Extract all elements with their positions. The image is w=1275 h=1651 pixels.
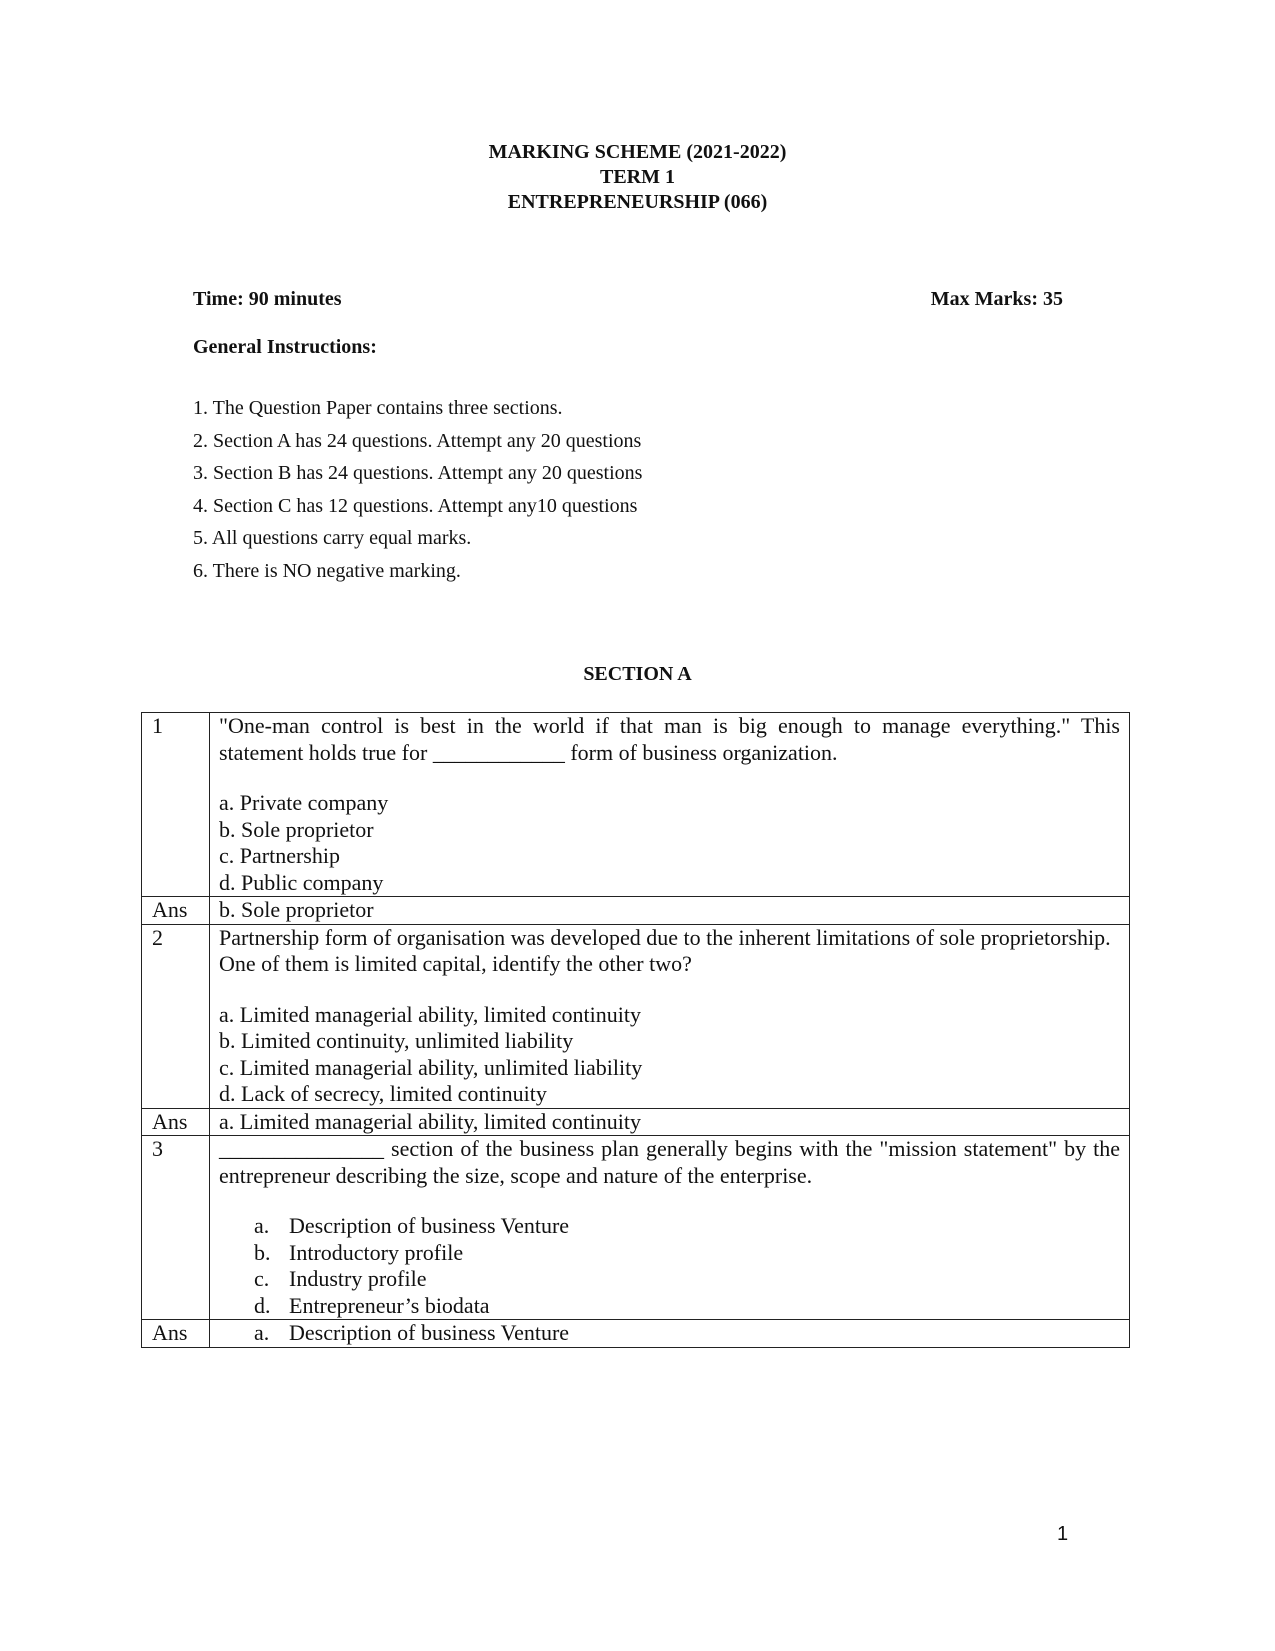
option: c. Limited managerial ability, unlimited liability bbox=[219, 1054, 643, 1080]
option: b. Limited continuity, unlimited liability bbox=[219, 1028, 574, 1053]
option-label: d. bbox=[254, 1292, 271, 1318]
answer-option bbox=[219, 1320, 1120, 1347]
answer-text: a. Limited managerial ability, limited continuity bbox=[210, 1108, 1130, 1136]
option: c. Partnership bbox=[219, 843, 340, 868]
instruction-item: 2. Section A has 24 questions. Attempt any 20 questions bbox=[193, 429, 642, 452]
answer-cell bbox=[210, 1320, 1130, 1348]
header-term: TERM 1 bbox=[600, 166, 675, 188]
question-number: 3 bbox=[142, 1136, 210, 1320]
answer-text: b. Sole proprietor bbox=[210, 897, 1130, 925]
question-row bbox=[142, 713, 1130, 897]
page-number: 1 bbox=[1057, 1523, 1069, 1545]
option bbox=[219, 1213, 1120, 1240]
answer-text: Description of business Venture bbox=[289, 1320, 570, 1345]
option-text: Entrepreneur’s biodata bbox=[289, 1292, 490, 1318]
question-number: 1 bbox=[142, 713, 210, 897]
answer-label: Ans bbox=[142, 1320, 210, 1348]
exam-time: Time: 90 minutes bbox=[193, 288, 342, 310]
question-row bbox=[142, 1136, 1130, 1320]
instruction-item: 3. Section B has 24 questions. Attempt any 20 questions bbox=[193, 462, 643, 484]
question-table bbox=[141, 712, 1130, 1348]
document-header bbox=[0, 140, 1275, 215]
instruction-item: 4. Section C has 12 questions. Attempt any10 questions bbox=[193, 494, 638, 517]
option-label: a. bbox=[254, 1213, 270, 1238]
option-label: c. bbox=[254, 1266, 270, 1291]
option: d. Lack of secrecy, limited continuity bbox=[219, 1081, 547, 1106]
exam-max-marks: Max Marks: 35 bbox=[930, 288, 1063, 310]
option: a. Private company bbox=[219, 790, 389, 815]
option-text: Description of business Venture bbox=[289, 1213, 570, 1238]
question-text: _______________ section of the business plan generally begins with the "mission statement" by the entrepreneur describing the size, scope and nature of the enterprise. bbox=[219, 1136, 1120, 1188]
option-label: b. bbox=[254, 1239, 271, 1265]
option: d. Public company bbox=[219, 869, 384, 895]
general-instructions-title: General Instructions: bbox=[193, 336, 377, 358]
question-cell bbox=[210, 713, 1130, 897]
option bbox=[219, 1240, 1120, 1267]
question-row bbox=[142, 924, 1130, 1108]
instruction-item: 1. The Question Paper contains three sections. bbox=[193, 397, 563, 419]
option-label: a. bbox=[254, 1320, 270, 1345]
answer-row bbox=[142, 897, 1130, 925]
header-subject: ENTREPRENEURSHIP (066) bbox=[507, 191, 768, 213]
answer-label: Ans bbox=[142, 897, 210, 925]
option bbox=[219, 1266, 1120, 1293]
option bbox=[219, 1293, 1120, 1320]
option-text: Industry profile bbox=[289, 1266, 427, 1291]
question-cell bbox=[210, 1136, 1130, 1320]
option: b. Sole proprietor bbox=[219, 816, 374, 842]
header-title: MARKING SCHEME (2021-2022) bbox=[488, 141, 787, 163]
instruction-item: 5. All questions carry equal marks. bbox=[193, 527, 472, 549]
answer-row bbox=[142, 1108, 1130, 1136]
option-text: Introductory profile bbox=[289, 1239, 464, 1265]
instructions-list bbox=[193, 392, 642, 587]
question-cell bbox=[210, 924, 1130, 1108]
question-number: 2 bbox=[142, 924, 210, 1108]
section-title: SECTION A bbox=[583, 663, 692, 685]
question-text: Partnership form of organisation was developed due to the inherent limitations of sole proprietorship. One of them is limited capital, identify the other two? bbox=[219, 924, 1111, 976]
answer-row bbox=[142, 1320, 1130, 1348]
answer-label: Ans bbox=[142, 1108, 210, 1136]
instruction-item: 6. There is NO negative marking. bbox=[193, 559, 461, 582]
option: a. Limited managerial ability, limited continuity bbox=[219, 1001, 641, 1027]
question-text: "One-man control is best in the world if that man is big enough to manage everything." This statement holds true for ____________ form of business organization. bbox=[219, 713, 1120, 765]
